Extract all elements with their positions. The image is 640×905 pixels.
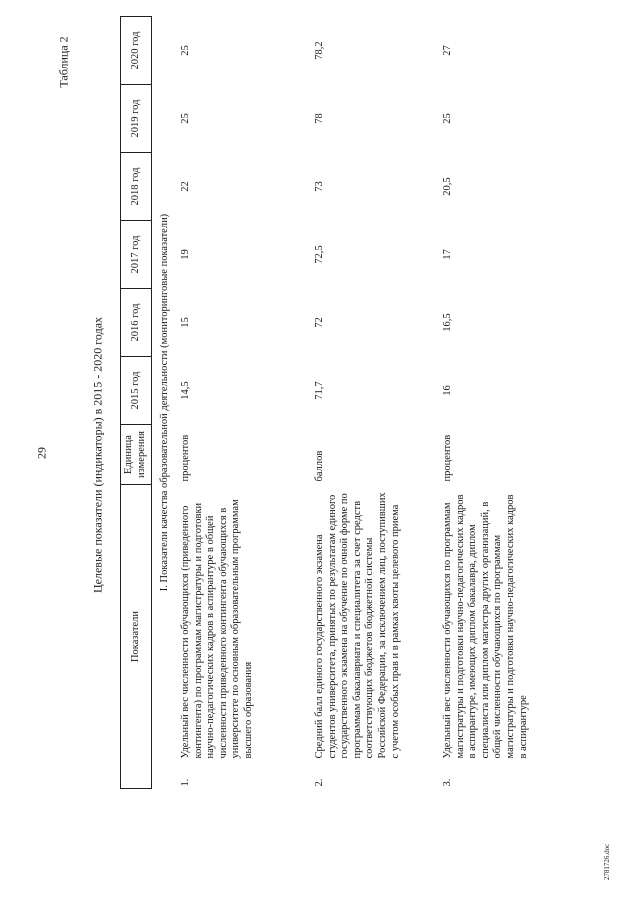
indicator-text: Удельный вес численности обучающихся по программам магистратуры и подготовки научно-педагогических кадров в аспирантуре, имеющих диплом бакалавра, диплом специалиста или диплом магистра других организаций, в общей численности обучающихся по программам магистратуры и подготовки научно-педагогических кадров в аспирантуре: [442, 494, 529, 759]
table-label: Таблица 2: [56, 36, 71, 88]
header-year-2016: 2016 год: [121, 289, 152, 357]
value-2017: 17: [442, 249, 453, 260]
document-title: Целевые показатели (индикаторы) в 2015 - 2020 годах: [90, 316, 105, 594]
indicators-table: [120, 16, 582, 789]
row-number: 3.: [442, 778, 453, 787]
value-2015: 16: [442, 385, 453, 396]
header-year-2019: 2019 год: [121, 85, 152, 153]
unit-cell: процентов: [442, 434, 453, 482]
value-2020: 78,2: [314, 41, 325, 60]
value-2017: 19: [180, 249, 191, 260]
indicator-text: Средний балл единого государственного экзамена студентов университета, принятых по результатам единого государственного экзамена на обучение по очной форме по программам бакалавриата и специалитета за счет средств соответствующих бюджетов бюджетной системы Российской Федерации, за исключением лиц, поступивших с учетом особых прав и в рамках квоты целевого приема: [314, 492, 401, 759]
rotated-table-container: [120, 17, 590, 789]
value-2018: 20,5: [442, 177, 453, 196]
value-2019: 78: [314, 113, 325, 124]
unit-cell: процентов: [180, 434, 191, 482]
table-row: [178, 17, 312, 789]
value-2020: 27: [442, 45, 453, 56]
section-title: I. Показатели качества образовательной деятельности (мониторинговые показатели): [158, 213, 170, 592]
row-number: 2.: [314, 778, 325, 787]
table-row: [440, 17, 582, 789]
file-name: 2781726.doc: [603, 843, 611, 881]
header-year-2017: 2017 год: [121, 221, 152, 289]
table-row: [312, 17, 440, 789]
header-year-2020: 2020 год: [121, 17, 152, 85]
value-2016: 72: [314, 317, 325, 328]
header-year-2018: 2018 год: [121, 153, 152, 221]
value-2019: 25: [442, 113, 453, 124]
value-2018: 73: [314, 181, 325, 192]
page-number: 29: [34, 447, 49, 459]
value-2017: 72,5: [314, 245, 325, 264]
value-2016: 16,5: [442, 313, 453, 332]
value-2016: 15: [180, 317, 191, 328]
indicator-text: Удельный вес численности обучающихся (приведенного контингента) по программам магистратуры и подготовки научно-педагогических кадров в аспирантуре в общей численности приведенного контингента обучающихся в университете по основным образовательным программам высшего образования: [180, 499, 254, 759]
value-2019: 25: [180, 113, 191, 124]
row-number: 1.: [180, 778, 191, 787]
table-header-row: [121, 17, 152, 789]
header-indicators: Показатели: [121, 485, 152, 789]
value-2020: 25: [180, 45, 191, 56]
header-year-2015: 2015 год: [121, 357, 152, 425]
section-row: [152, 17, 179, 789]
value-2018: 22: [180, 181, 191, 192]
header-unit: Единица измерения: [121, 425, 152, 485]
unit-cell: баллов: [314, 450, 325, 482]
value-2015: 14,5: [180, 381, 191, 400]
value-2015: 71,7: [314, 381, 325, 400]
